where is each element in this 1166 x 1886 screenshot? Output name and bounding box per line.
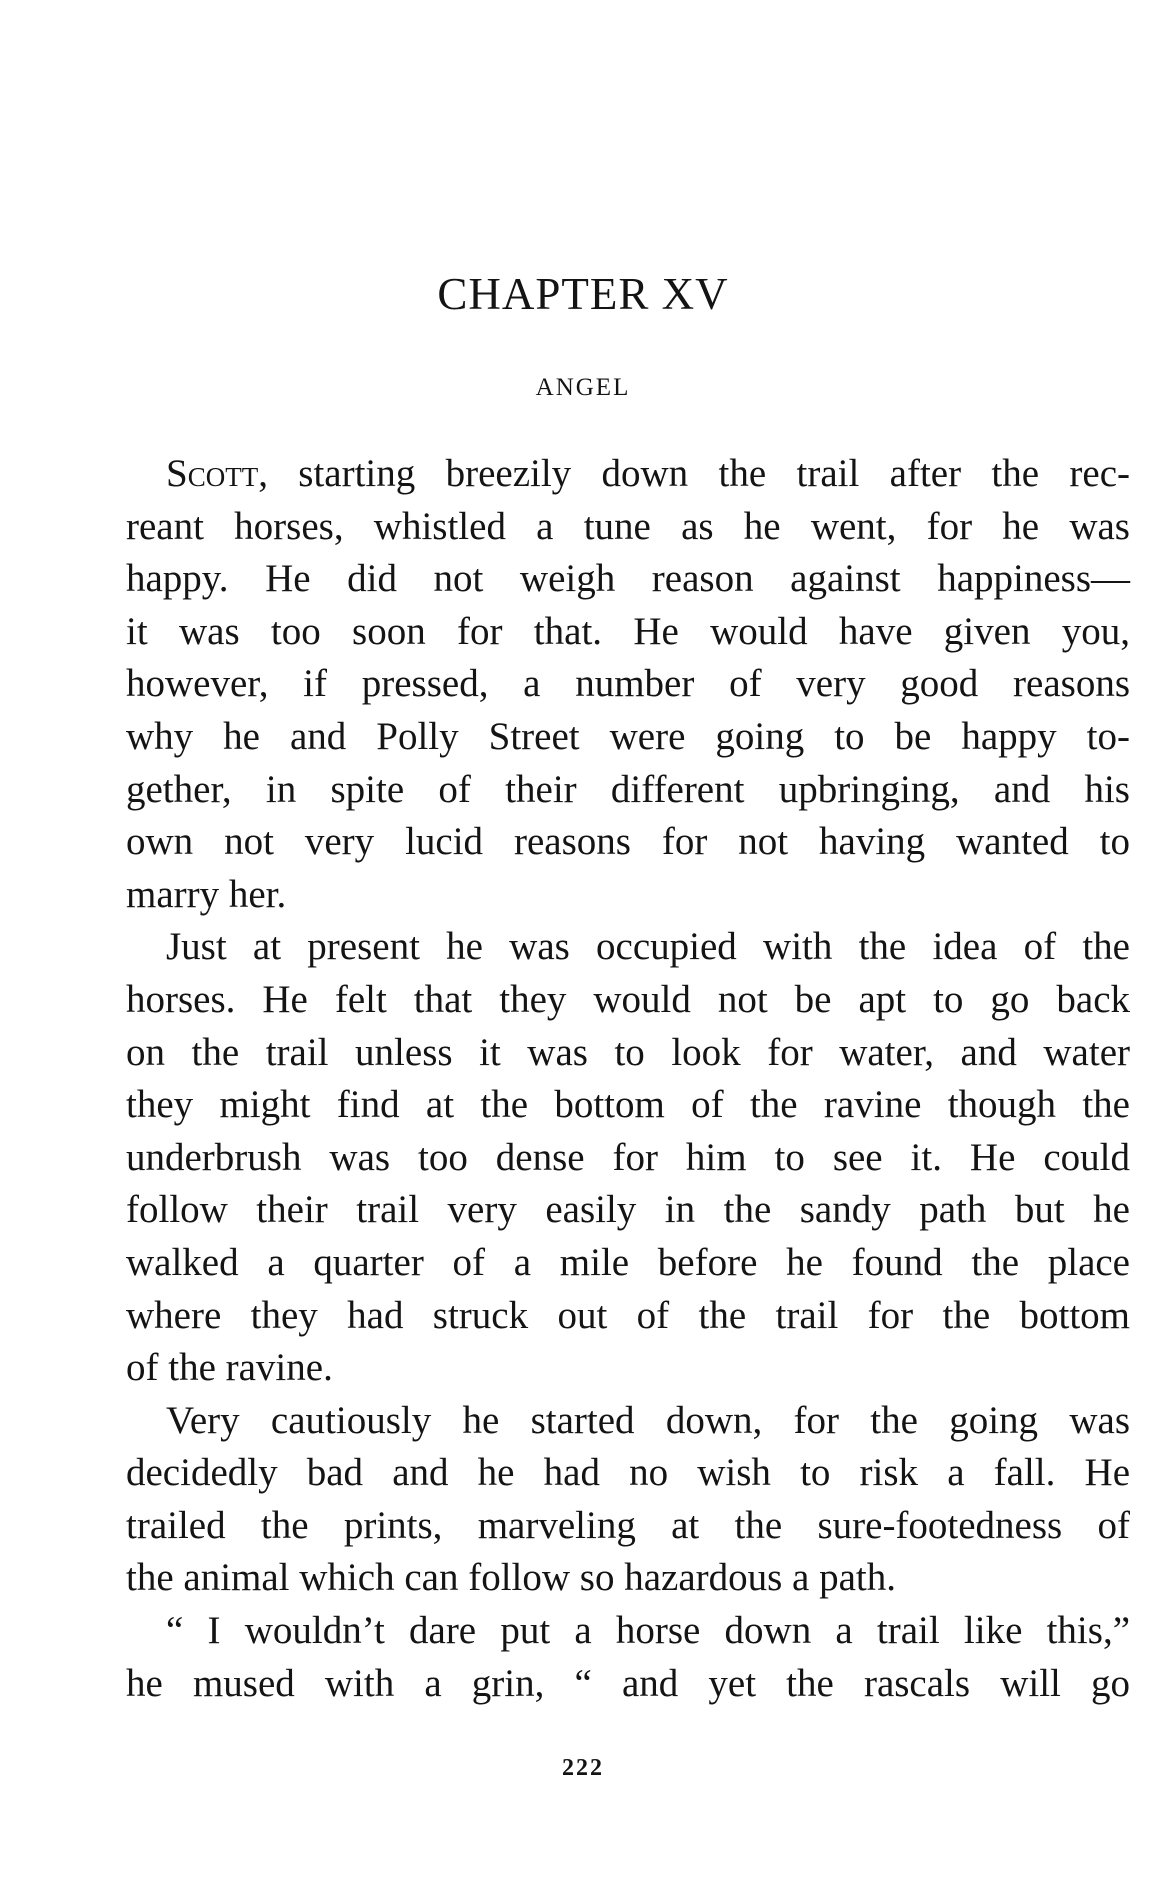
text-line: on the trail unless it was to look for water, and water: [126, 1030, 1130, 1074]
paragraph-2: [126, 921, 1130, 1394]
text-line: underbrush was too dense for him to see it. He could: [126, 1135, 1130, 1179]
text-line: decidedly bad and he had no wish to risk a fall. He: [126, 1451, 1130, 1495]
paragraph-4: [126, 1605, 1130, 1710]
text-line: follow their trail very easily in the sandy path but he: [126, 1188, 1130, 1232]
text-line: reant horses, whistled a tune as he went, for he was: [126, 504, 1130, 548]
text-line: why he and Polly Street were going to be happy to-: [126, 714, 1130, 758]
text-line: Just at present he was occupied with the idea of the: [166, 925, 1130, 969]
text-line: gether, in spite of their different upbringing, and his: [126, 767, 1130, 811]
text-line: however, if pressed, a number of very good reasons: [126, 662, 1130, 706]
text-line: happy. He did not weigh reason against happiness—: [126, 557, 1130, 601]
chapter-title: ANGEL: [535, 374, 631, 401]
text-line: Scott, starting breezily down the trail after the rec-: [166, 452, 1130, 495]
text-line: horses. He felt that they would not be apt to go back: [126, 977, 1130, 1021]
paragraph-3: [126, 1395, 1130, 1605]
page-number: 222: [562, 1755, 604, 1781]
text-line: marry her.: [126, 872, 287, 916]
text-line: it was too soon for that. He would have given you,: [126, 609, 1130, 653]
chapter-heading: CHAPTER XV: [437, 269, 729, 319]
text-line: the animal which can follow so hazardous a path.: [126, 1556, 897, 1600]
text-line: own not very lucid reasons for not having wanted to: [126, 820, 1130, 864]
text-line: Very cautiously he started down, for the going was: [166, 1398, 1130, 1442]
text-line: of the ravine.: [126, 1346, 333, 1390]
paragraph-1: [126, 448, 1130, 921]
body-text: [126, 448, 1130, 1710]
text-line: they might find at the bottom of the ravine though the: [126, 1083, 1130, 1127]
lead-word: Scott: [166, 452, 259, 495]
text-line: he mused with a grin, “ and yet the rascals will go: [126, 1661, 1130, 1705]
text-line: where they had struck out of the trail for the bottom: [126, 1293, 1130, 1337]
text-line: walked a quarter of a mile before he found the place: [126, 1240, 1130, 1284]
text-line: “ I wouldn’t dare put a horse down a trail like this,”: [166, 1609, 1130, 1653]
text-line: trailed the prints, marveling at the sure-footedness of: [126, 1503, 1130, 1547]
